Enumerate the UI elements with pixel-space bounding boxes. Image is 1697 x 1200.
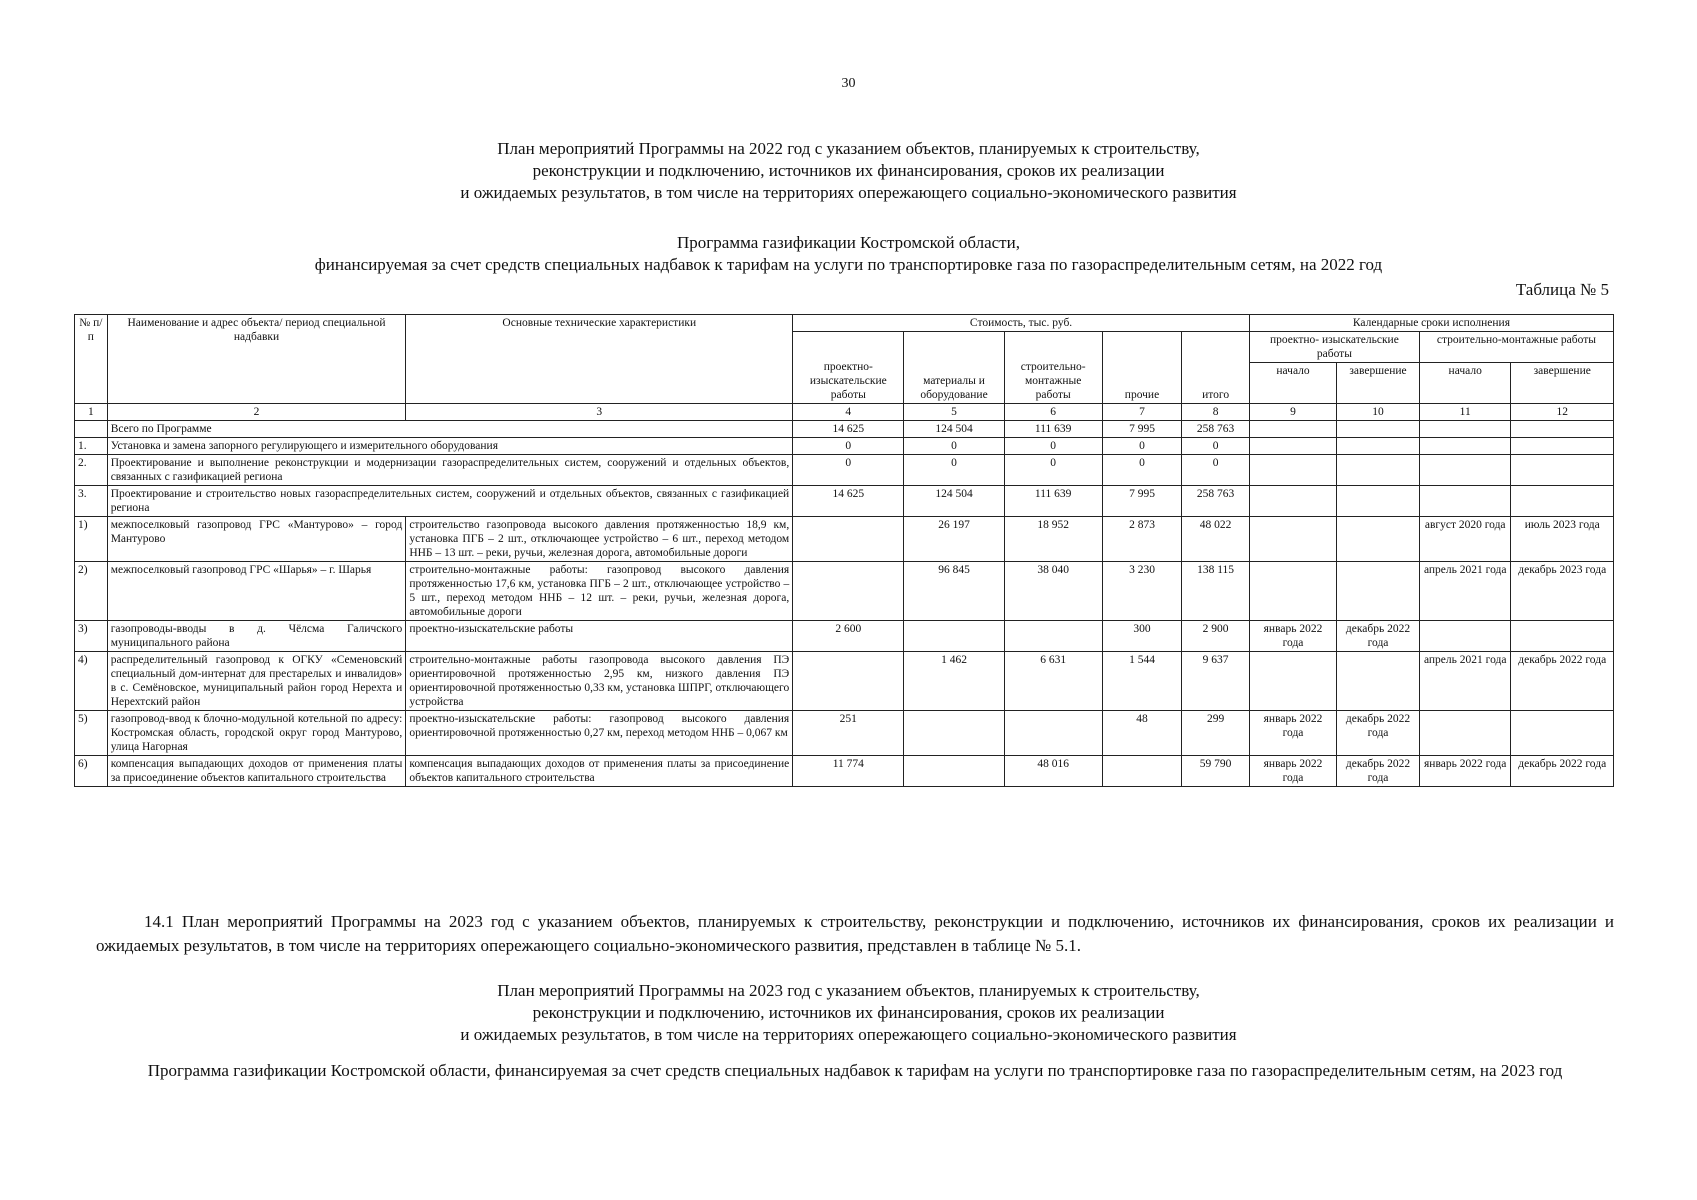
design-end bbox=[1337, 517, 1420, 562]
section-total: 258 763 bbox=[1182, 486, 1250, 517]
header-num: № п/п bbox=[75, 315, 108, 404]
total-sum: 258 763 bbox=[1182, 421, 1250, 438]
header-sched-construction: строительно-монтажные работы bbox=[1419, 332, 1613, 363]
cost-other: 3 230 bbox=[1102, 562, 1182, 621]
object-name: распределительный газопровод к ОГКУ «Семеновский специальный дом-интернат для престарелых и инвалидов» в с. Семёновское, муниципальный район город Нерехта и Нерехтский район bbox=[107, 652, 406, 711]
empty-cell bbox=[1511, 421, 1614, 438]
empty-cell bbox=[1511, 486, 1614, 517]
construction-end: декабрь 2022 года bbox=[1511, 652, 1614, 711]
column-number: 6 bbox=[1004, 404, 1102, 421]
cost-total: 299 bbox=[1182, 711, 1250, 756]
header-sched-design: проектно- изыскательские работы bbox=[1249, 332, 1419, 363]
construction-end bbox=[1511, 711, 1614, 756]
design-end: декабрь 2022 года bbox=[1337, 621, 1420, 652]
object-name: межпоселковый газопровод ГРС «Шарья» – г. Шарья bbox=[107, 562, 406, 621]
cost-total: 59 790 bbox=[1182, 756, 1250, 787]
title-line: План мероприятий Программы на 2023 год с указанием объектов, планируемых к строительству, bbox=[497, 981, 1200, 1000]
object-tech: строительно-монтажные работы: газопровод высокого давления протяженностью 17,6 км, установка ПГБ – 2 шт., отключающее устройство – 5 шт., переход методом ННБ – 12 шт. – реки, ручьи, железная дорога, автомобильные дороги bbox=[406, 562, 793, 621]
header-cost: Стоимость, тыс. руб. bbox=[793, 315, 1250, 332]
cost-total: 9 637 bbox=[1182, 652, 1250, 711]
plan-2023-title bbox=[0, 980, 1697, 1046]
section-design: 0 bbox=[793, 438, 904, 455]
header-cost-construction: строительно- монтажные работы bbox=[1004, 332, 1102, 404]
header-schedule: Календарные сроки исполнения bbox=[1249, 315, 1613, 332]
section-total: 0 bbox=[1182, 438, 1250, 455]
empty-cell bbox=[1249, 455, 1336, 486]
section-num: 1. bbox=[75, 438, 108, 455]
cost-design: 251 bbox=[793, 711, 904, 756]
cost-materials: 96 845 bbox=[904, 562, 1004, 621]
title-line: Программа газификации Костромской области, bbox=[677, 233, 1020, 252]
row-num: 1) bbox=[75, 517, 108, 562]
object-tech: строительно-монтажные работы газопровода высокого давления ПЭ ориентировочной протяженностью 2,95 км, низкого давления ПЭ ориентировочной протяженностью 0,33 км, установка ШПРГ, отключающего устройства bbox=[406, 652, 793, 711]
row-num: 6) bbox=[75, 756, 108, 787]
row-num: 5) bbox=[75, 711, 108, 756]
header-cost-design: проектно- изыскательские работы bbox=[793, 332, 904, 404]
cost-design bbox=[793, 562, 904, 621]
program-2023-title: Программа газификации Костромской области, финансируемая за счет средств специальных надбавок к тарифам на услуги по транспортировке газа по газораспределительным сетям, на 2023 год bbox=[147, 1061, 1563, 1080]
title-line: реконструкции и подключению, источников их финансирования, сроков их реализации bbox=[532, 1003, 1165, 1022]
cost-construction: 18 952 bbox=[1004, 517, 1102, 562]
cost-other: 2 873 bbox=[1102, 517, 1182, 562]
design-end: декабрь 2022 года bbox=[1337, 756, 1420, 787]
table-caption: Таблица № 5 bbox=[1515, 280, 1609, 299]
construction-end: декабрь 2022 года bbox=[1511, 756, 1614, 787]
section-construction: 111 639 bbox=[1004, 486, 1102, 517]
cost-construction: 6 631 bbox=[1004, 652, 1102, 711]
empty-cell bbox=[75, 421, 108, 438]
cost-materials: 1 462 bbox=[904, 652, 1004, 711]
cost-construction bbox=[1004, 711, 1102, 756]
empty-cell bbox=[1511, 455, 1614, 486]
column-number: 8 bbox=[1182, 404, 1250, 421]
total-label: Всего по Программе bbox=[107, 421, 793, 438]
object-name: компенсация выпадающих доходов от применения платы за присоединение объектов капитального строительства bbox=[107, 756, 406, 787]
section-row bbox=[75, 486, 1614, 517]
empty-cell bbox=[1511, 438, 1614, 455]
construction-start: январь 2022 года bbox=[1419, 756, 1511, 787]
cost-other: 48 bbox=[1102, 711, 1182, 756]
column-number: 5 bbox=[904, 404, 1004, 421]
column-number: 1 bbox=[75, 404, 108, 421]
column-number: 2 bbox=[107, 404, 406, 421]
object-tech: проектно-изыскательские работы: газопровод высокого давления ориентировочной протяженностью 0,27 км, переход методом ННБ – 0,067 км bbox=[406, 711, 793, 756]
section-design: 0 bbox=[793, 455, 904, 486]
section-other: 0 bbox=[1102, 455, 1182, 486]
cost-total: 2 900 bbox=[1182, 621, 1250, 652]
header-tech: Основные технические характеристики bbox=[406, 315, 793, 404]
empty-cell bbox=[1419, 455, 1511, 486]
empty-cell bbox=[1419, 486, 1511, 517]
empty-cell bbox=[1337, 455, 1420, 486]
object-tech: проектно-изыскательские работы bbox=[406, 621, 793, 652]
section-materials: 124 504 bbox=[904, 486, 1004, 517]
total-other: 7 995 bbox=[1102, 421, 1182, 438]
column-number: 3 bbox=[406, 404, 793, 421]
section-other: 7 995 bbox=[1102, 486, 1182, 517]
section-label: Установка и замена запорного регулирующего и измерительного оборудования bbox=[107, 438, 793, 455]
cost-construction bbox=[1004, 621, 1102, 652]
cost-materials bbox=[904, 711, 1004, 756]
section-design: 14 625 bbox=[793, 486, 904, 517]
section-materials: 0 bbox=[904, 438, 1004, 455]
column-number-row bbox=[75, 404, 1614, 421]
empty-cell bbox=[1249, 421, 1336, 438]
cost-design: 11 774 bbox=[793, 756, 904, 787]
table-row bbox=[75, 711, 1614, 756]
cost-construction: 38 040 bbox=[1004, 562, 1102, 621]
title-line: реконструкции и подключению, источников их финансирования, сроков их реализации bbox=[532, 161, 1165, 180]
section-label: Проектирование и выполнение реконструкции и модернизации газораспределительных систем, сооружений и отдельных объектов, связанных с газификацией региона bbox=[107, 455, 793, 486]
empty-cell bbox=[1419, 438, 1511, 455]
object-tech: строительство газопровода высокого давления протяженностью 18,9 км, установка ПГБ – 2 шт., отключающее устройство – 6 шт., переход методом ННБ – 13 шт. – реки, ручьи, железная дорога, автомобильные дороги bbox=[406, 517, 793, 562]
cost-total: 48 022 bbox=[1182, 517, 1250, 562]
title-line: и ожидаемых результатов, в том числе на территориях опережающего социально-экономического развития bbox=[460, 1025, 1237, 1044]
cost-materials bbox=[904, 756, 1004, 787]
cost-other: 300 bbox=[1102, 621, 1182, 652]
total-materials: 124 504 bbox=[904, 421, 1004, 438]
object-name: газопроводы-вводы в д. Чёлсма Галичского муниципального района bbox=[107, 621, 406, 652]
header-start: начало bbox=[1249, 363, 1336, 404]
cost-materials bbox=[904, 621, 1004, 652]
table-row bbox=[75, 517, 1614, 562]
row-num: 2) bbox=[75, 562, 108, 621]
design-start bbox=[1249, 562, 1336, 621]
program-2022-title bbox=[0, 232, 1697, 276]
header-end: завершение bbox=[1511, 363, 1614, 404]
cost-design bbox=[793, 652, 904, 711]
header-cost-total: итого bbox=[1182, 332, 1250, 404]
object-name: межпоселковый газопровод ГРС «Мантурово» – город Мантурово bbox=[107, 517, 406, 562]
column-number: 4 bbox=[793, 404, 904, 421]
design-start: январь 2022 года bbox=[1249, 621, 1336, 652]
header-cost-other: прочие bbox=[1102, 332, 1182, 404]
section-total: 0 bbox=[1182, 455, 1250, 486]
section-num: 3. bbox=[75, 486, 108, 517]
design-start bbox=[1249, 517, 1336, 562]
header-start: начало bbox=[1419, 363, 1511, 404]
section-label: Проектирование и строительство новых газораспределительных систем, сооружений и отдельных объектов, связанных с газификацией региона bbox=[107, 486, 793, 517]
empty-cell bbox=[1337, 421, 1420, 438]
cost-design: 2 600 bbox=[793, 621, 904, 652]
design-start bbox=[1249, 652, 1336, 711]
empty-cell bbox=[1249, 486, 1336, 517]
cost-design bbox=[793, 517, 904, 562]
design-end bbox=[1337, 562, 1420, 621]
header-end: завершение bbox=[1337, 363, 1420, 404]
cost-other bbox=[1102, 756, 1182, 787]
total-construction: 111 639 bbox=[1004, 421, 1102, 438]
section-other: 0 bbox=[1102, 438, 1182, 455]
row-num: 3) bbox=[75, 621, 108, 652]
construction-start bbox=[1419, 621, 1511, 652]
total-design: 14 625 bbox=[793, 421, 904, 438]
header-row bbox=[75, 315, 1614, 332]
title-line: План мероприятий Программы на 2022 год с указанием объектов, планируемых к строительству, bbox=[497, 139, 1200, 158]
cost-construction: 48 016 bbox=[1004, 756, 1102, 787]
title-line: и ожидаемых результатов, в том числе на территориях опережающего социально-экономического развития bbox=[460, 183, 1237, 202]
table-row bbox=[75, 652, 1614, 711]
column-number: 11 bbox=[1419, 404, 1511, 421]
empty-cell bbox=[1337, 438, 1420, 455]
plan-table bbox=[74, 314, 1614, 787]
cost-other: 1 544 bbox=[1102, 652, 1182, 711]
row-num: 4) bbox=[75, 652, 108, 711]
cost-materials: 26 197 bbox=[904, 517, 1004, 562]
column-number: 7 bbox=[1102, 404, 1182, 421]
section-materials: 0 bbox=[904, 455, 1004, 486]
construction-end: декабрь 2023 года bbox=[1511, 562, 1614, 621]
section-num: 2. bbox=[75, 455, 108, 486]
section-construction: 0 bbox=[1004, 438, 1102, 455]
construction-start: апрель 2021 года bbox=[1419, 562, 1511, 621]
table-row bbox=[75, 621, 1614, 652]
design-start: январь 2022 года bbox=[1249, 711, 1336, 756]
object-name: газопровод-ввод к блочно-модульной котельной по адресу: Костромская область, городской округ город Мантурово, улица Нагорная bbox=[107, 711, 406, 756]
table-row bbox=[75, 562, 1614, 621]
empty-cell bbox=[1249, 438, 1336, 455]
header-name: Наименование и адрес объекта/ период специальной надбавки bbox=[107, 315, 406, 404]
total-row bbox=[75, 421, 1614, 438]
section-row bbox=[75, 455, 1614, 486]
construction-start: август 2020 года bbox=[1419, 517, 1511, 562]
column-number: 9 bbox=[1249, 404, 1336, 421]
plan-2022-title bbox=[0, 138, 1697, 204]
object-tech: компенсация выпадающих доходов от применения платы за присоединение объектов капитального строительства bbox=[406, 756, 793, 787]
section-paragraph: 14.1 План мероприятий Программы на 2023 год с указанием объектов, планируемых к строительству, реконструкции и подключению, источников их финансирования, сроков их реализации и ожидаемых результатов, в том числе на территориях опережающего социально-экономического развития, представлен в таблице № 5.1. bbox=[96, 912, 1614, 955]
title-line: финансируемая за счет средств специальных надбавок к тарифам на услуги по транспортировке газа по газораспределительным сетям, на 2022 год bbox=[314, 255, 1383, 274]
design-end: декабрь 2022 года bbox=[1337, 711, 1420, 756]
design-start: январь 2022 года bbox=[1249, 756, 1336, 787]
construction-end: июль 2023 года bbox=[1511, 517, 1614, 562]
page-number: 30 bbox=[841, 76, 856, 91]
section-row bbox=[75, 438, 1614, 455]
construction-start: апрель 2021 года bbox=[1419, 652, 1511, 711]
cost-total: 138 115 bbox=[1182, 562, 1250, 621]
empty-cell bbox=[1337, 486, 1420, 517]
construction-end bbox=[1511, 621, 1614, 652]
table-row bbox=[75, 756, 1614, 787]
design-end bbox=[1337, 652, 1420, 711]
section-construction: 0 bbox=[1004, 455, 1102, 486]
construction-start bbox=[1419, 711, 1511, 756]
column-number: 10 bbox=[1337, 404, 1420, 421]
empty-cell bbox=[1419, 421, 1511, 438]
column-number: 12 bbox=[1511, 404, 1614, 421]
header-cost-materials: материалы и оборудование bbox=[904, 332, 1004, 404]
